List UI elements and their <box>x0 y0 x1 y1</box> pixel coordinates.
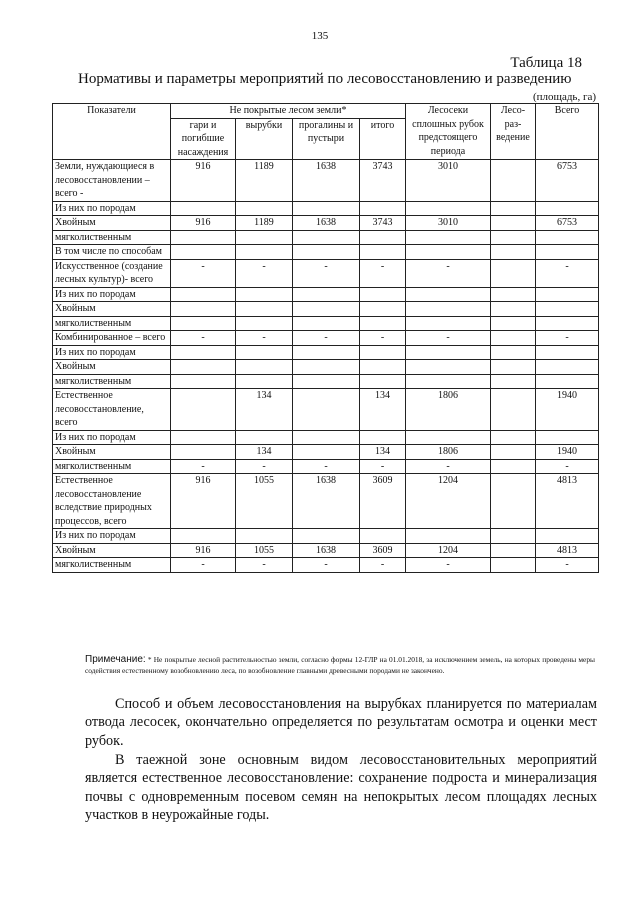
cell-clearcut: - <box>406 558 491 573</box>
cell-glades <box>293 287 360 302</box>
cell-afforestation <box>491 459 536 474</box>
cell-subtotal <box>360 245 406 260</box>
table-row <box>53 474 599 529</box>
cell-total: 6753 <box>536 216 599 231</box>
header-cuttings: вырубки <box>236 118 293 160</box>
cell-cuttings: 1055 <box>236 543 293 558</box>
cell-afforestation <box>491 287 536 302</box>
cell-glades: 1638 <box>293 543 360 558</box>
cell-afforestation <box>491 430 536 445</box>
table-row <box>53 245 599 260</box>
table-row <box>53 430 599 445</box>
cell-cuttings: - <box>236 459 293 474</box>
cell-burned: 916 <box>171 543 236 558</box>
cell-total: - <box>536 259 599 287</box>
cell-subtotal <box>360 374 406 389</box>
cell-subtotal <box>360 345 406 360</box>
table-row <box>53 316 599 331</box>
cell-clearcut: 1806 <box>406 445 491 460</box>
cell-subtotal: 134 <box>360 445 406 460</box>
cell-subtotal <box>360 230 406 245</box>
cell-glades: 1638 <box>293 216 360 231</box>
cell-glades <box>293 360 360 375</box>
cell-burned <box>171 430 236 445</box>
table-row <box>53 389 599 431</box>
table-row <box>53 558 599 573</box>
row-label: Земли, нуждающиеся в лесовосстановлении – всего - <box>53 160 171 202</box>
footnote <box>85 655 595 676</box>
cell-afforestation <box>491 474 536 529</box>
cell-subtotal: 3609 <box>360 543 406 558</box>
cell-cuttings <box>236 345 293 360</box>
cell-glades: - <box>293 331 360 346</box>
cell-afforestation <box>491 345 536 360</box>
cell-afforestation <box>491 529 536 544</box>
cell-total <box>536 316 599 331</box>
cell-glades <box>293 230 360 245</box>
cell-subtotal: 3743 <box>360 160 406 202</box>
cell-cuttings <box>236 529 293 544</box>
cell-burned: - <box>171 459 236 474</box>
cell-cuttings: 134 <box>236 445 293 460</box>
cell-afforestation <box>491 543 536 558</box>
cell-burned: 916 <box>171 160 236 202</box>
cell-total: - <box>536 558 599 573</box>
page-number: 135 <box>311 30 329 42</box>
cell-glades: 1638 <box>293 474 360 529</box>
paragraph-2: В таежной зоне основным видом лесовосстановительных мероприятий является естественное лесовосстановление: сохранение подроста и минерализация почвы с одновременным посевом семян на непокрытых лесом площадях лесных участков в неурожайные годы. <box>85 752 597 824</box>
row-label: Хвойным <box>53 360 171 375</box>
cell-afforestation <box>491 201 536 216</box>
cell-afforestation <box>491 558 536 573</box>
cell-cuttings: - <box>236 331 293 346</box>
header-not-covered: Не покрытые лесом земли* <box>171 104 406 119</box>
cell-clearcut <box>406 245 491 260</box>
cell-clearcut <box>406 529 491 544</box>
cell-burned: 916 <box>171 216 236 231</box>
cell-cuttings: 134 <box>236 389 293 431</box>
row-label: Искусственное (создание лесных культур)- всего <box>53 259 171 287</box>
cell-clearcut: - <box>406 459 491 474</box>
cell-afforestation <box>491 374 536 389</box>
header-glades: прогалины и пустыри <box>293 118 360 160</box>
cell-glades: - <box>293 459 360 474</box>
header-burned: гари и погибшие насаждения <box>171 118 236 160</box>
note-label: Примечание: <box>85 654 146 665</box>
cell-clearcut <box>406 360 491 375</box>
note-text: * Не покрытые лесной растительностью земли, согласно формы 12-ГЛР на 01.01.2018, за исключением земель, на которых проведены меры содействия естественному возобновлению леса, по возобновление главными древесными породами не закончено. <box>85 655 595 675</box>
cell-afforestation <box>491 445 536 460</box>
cell-clearcut: 3010 <box>406 160 491 202</box>
cell-cuttings: - <box>236 259 293 287</box>
cell-subtotal <box>360 302 406 317</box>
cell-glades <box>293 302 360 317</box>
reforestation-table <box>52 103 599 573</box>
table-label: Таблица 18 <box>510 55 582 71</box>
cell-burned <box>171 345 236 360</box>
header-clearcut: Лесосеки сплошных рубок предстоящего периода <box>406 104 491 160</box>
table-row <box>53 374 599 389</box>
cell-total: 4813 <box>536 543 599 558</box>
cell-afforestation <box>491 160 536 202</box>
cell-burned <box>171 245 236 260</box>
cell-subtotal: - <box>360 259 406 287</box>
cell-total <box>536 529 599 544</box>
header-indicators: Показатели <box>53 104 171 160</box>
cell-cuttings <box>236 430 293 445</box>
cell-glades <box>293 345 360 360</box>
cell-clearcut <box>406 302 491 317</box>
cell-glades <box>293 374 360 389</box>
cell-clearcut: - <box>406 331 491 346</box>
table-row <box>53 331 599 346</box>
cell-total <box>536 230 599 245</box>
cell-glades <box>293 430 360 445</box>
cell-subtotal: 3743 <box>360 216 406 231</box>
header-total: Всего <box>536 104 599 160</box>
cell-subtotal <box>360 287 406 302</box>
table-body <box>53 160 599 573</box>
cell-subtotal: - <box>360 558 406 573</box>
cell-burned <box>171 230 236 245</box>
cell-total <box>536 201 599 216</box>
row-label: Из них по породам <box>53 430 171 445</box>
table-row <box>53 302 599 317</box>
cell-clearcut <box>406 230 491 245</box>
table-row <box>53 259 599 287</box>
cell-burned <box>171 302 236 317</box>
table-row <box>53 543 599 558</box>
cell-cuttings <box>236 230 293 245</box>
cell-subtotal: - <box>360 331 406 346</box>
cell-glades <box>293 445 360 460</box>
cell-glades <box>293 245 360 260</box>
cell-afforestation <box>491 230 536 245</box>
cell-burned: - <box>171 259 236 287</box>
cell-burned <box>171 287 236 302</box>
cell-clearcut: - <box>406 259 491 287</box>
row-label: мягколиственным <box>53 459 171 474</box>
cell-clearcut <box>406 201 491 216</box>
cell-subtotal: 134 <box>360 389 406 431</box>
cell-cuttings <box>236 302 293 317</box>
cell-total: - <box>536 459 599 474</box>
cell-glades: - <box>293 558 360 573</box>
cell-total <box>536 302 599 317</box>
cell-subtotal <box>360 201 406 216</box>
cell-clearcut <box>406 374 491 389</box>
cell-total: 1940 <box>536 389 599 431</box>
cell-cuttings: 1055 <box>236 474 293 529</box>
cell-clearcut <box>406 430 491 445</box>
cell-clearcut: 1204 <box>406 474 491 529</box>
row-label: мягколиственным <box>53 316 171 331</box>
cell-clearcut: 1204 <box>406 543 491 558</box>
row-label: мягколиственным <box>53 230 171 245</box>
cell-total <box>536 287 599 302</box>
cell-cuttings <box>236 316 293 331</box>
cell-afforestation <box>491 259 536 287</box>
cell-afforestation <box>491 331 536 346</box>
cell-total <box>536 430 599 445</box>
cell-subtotal: 3609 <box>360 474 406 529</box>
row-label: Хвойным <box>53 543 171 558</box>
row-label: Из них по породам <box>53 529 171 544</box>
cell-glades <box>293 529 360 544</box>
cell-subtotal: - <box>360 459 406 474</box>
cell-clearcut <box>406 345 491 360</box>
cell-total: 1940 <box>536 445 599 460</box>
cell-cuttings <box>236 374 293 389</box>
cell-afforestation <box>491 302 536 317</box>
table-row <box>53 445 599 460</box>
cell-total: 4813 <box>536 474 599 529</box>
cell-burned: - <box>171 331 236 346</box>
row-label: мягколиственным <box>53 374 171 389</box>
table-row <box>53 216 599 231</box>
cell-cuttings: - <box>236 558 293 573</box>
cell-burned: - <box>171 558 236 573</box>
cell-cuttings <box>236 287 293 302</box>
cell-burned <box>171 360 236 375</box>
cell-glades: 1638 <box>293 160 360 202</box>
cell-clearcut: 1806 <box>406 389 491 431</box>
table-title: Нормативы и параметры мероприятий по лесовосстановлению и разведению <box>78 71 572 87</box>
table-row <box>53 529 599 544</box>
cell-burned <box>171 374 236 389</box>
paragraph-1: Способ и объем лесовосстановления на вырубках планируется по материалам отвода лесосек, окончательно определяется по результатам осмотра и оценки мест рубок. <box>85 696 597 749</box>
table-row <box>53 160 599 202</box>
cell-total <box>536 360 599 375</box>
row-label: Естественное лесовосстановление, всего <box>53 389 171 431</box>
cell-glades <box>293 316 360 331</box>
row-label: Хвойным <box>53 445 171 460</box>
row-label: Комбинированное – всего <box>53 331 171 346</box>
cell-afforestation <box>491 389 536 431</box>
cell-afforestation <box>491 245 536 260</box>
cell-total <box>536 345 599 360</box>
cell-total: - <box>536 331 599 346</box>
header-row <box>53 104 599 119</box>
table-row <box>53 201 599 216</box>
table-row <box>53 360 599 375</box>
cell-glades: - <box>293 259 360 287</box>
cell-burned <box>171 529 236 544</box>
row-label: мягколиственным <box>53 558 171 573</box>
cell-cuttings <box>236 201 293 216</box>
cell-total: 6753 <box>536 160 599 202</box>
row-label: Из них по породам <box>53 345 171 360</box>
table-row <box>53 459 599 474</box>
row-label: Из них по породам <box>53 201 171 216</box>
cell-afforestation <box>491 216 536 231</box>
table-row <box>53 230 599 245</box>
cell-subtotal <box>360 430 406 445</box>
cell-glades <box>293 201 360 216</box>
cell-cuttings: 1189 <box>236 160 293 202</box>
table-row <box>53 345 599 360</box>
cell-burned <box>171 201 236 216</box>
cell-clearcut <box>406 287 491 302</box>
cell-burned: 916 <box>171 474 236 529</box>
row-label: Хвойным <box>53 302 171 317</box>
cell-burned <box>171 445 236 460</box>
cell-glades <box>293 389 360 431</box>
cell-afforestation <box>491 316 536 331</box>
cell-subtotal <box>360 316 406 331</box>
cell-cuttings <box>236 245 293 260</box>
cell-total <box>536 245 599 260</box>
cell-cuttings <box>236 360 293 375</box>
cell-burned <box>171 389 236 431</box>
row-label: Хвойным <box>53 216 171 231</box>
cell-subtotal <box>360 529 406 544</box>
cell-burned <box>171 316 236 331</box>
cell-cuttings: 1189 <box>236 216 293 231</box>
cell-clearcut <box>406 316 491 331</box>
cell-clearcut: 3010 <box>406 216 491 231</box>
row-label: Из них по породам <box>53 287 171 302</box>
header-subtotal: итого <box>360 118 406 160</box>
cell-total <box>536 374 599 389</box>
row-label: Естественное лесовосстановление вследствие природных процессов, всего <box>53 474 171 529</box>
row-label: В том числе по способам <box>53 245 171 260</box>
cell-subtotal <box>360 360 406 375</box>
cell-afforestation <box>491 360 536 375</box>
header-afforestation: Лесо-раз-ведение <box>491 104 536 160</box>
units-label: (площадь, га) <box>532 91 596 103</box>
table-row <box>53 287 599 302</box>
